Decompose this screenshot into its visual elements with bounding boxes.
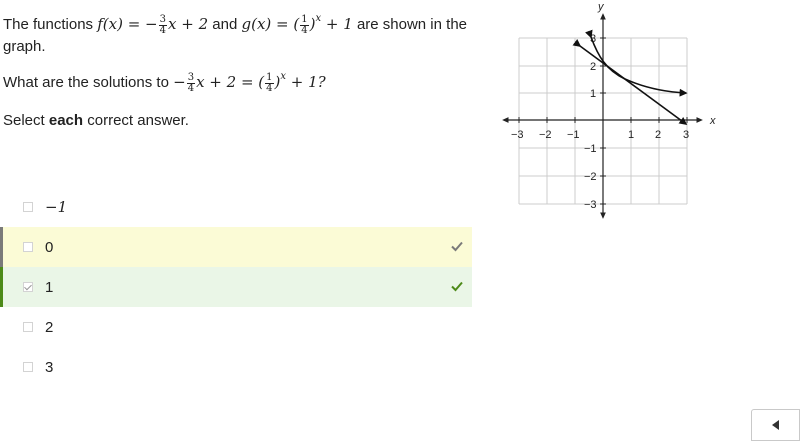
checkbox-checked[interactable] <box>23 282 33 292</box>
x-tick-label: −2 <box>539 129 552 141</box>
linear-function-curve <box>580 46 686 124</box>
answer-option-3[interactable] <box>0 347 472 387</box>
question-prompt: What are the solutions to − $\frac{3}{4}$ x + 2 = ( $\frac{1}{4}$ )$^x$ + 1? <box>3 71 326 94</box>
y-tick-label: −1 <box>584 143 597 155</box>
option-label: −1 <box>45 198 68 216</box>
y-tick-label: 1 <box>590 88 597 100</box>
back-button[interactable] <box>751 409 800 441</box>
x-tick-label: 3 <box>683 129 690 141</box>
question-text <box>3 8 473 132</box>
answer-options <box>0 187 472 387</box>
equation: − $\frac{3}{4}$ x + 2 = ( $\frac{1}{4}$ )$^x$ + 1? <box>173 71 326 94</box>
g-function: g(x) = ( $\frac{1}{4}$ )$^x$ + 1 <box>241 13 353 36</box>
checkbox[interactable] <box>23 242 33 252</box>
function-graph <box>496 0 726 225</box>
y-axis-label: y <box>598 1 604 13</box>
question-intro <box>3 8 473 58</box>
y-tick-label: 2 <box>590 61 597 73</box>
x-tick-label: −1 <box>567 129 580 141</box>
y-tick-label: −3 <box>584 199 597 211</box>
checkbox[interactable] <box>23 202 33 212</box>
x-tick-label: 1 <box>628 129 635 141</box>
x-axis-label: x <box>710 115 716 127</box>
answer-option-0[interactable] <box>0 227 472 267</box>
option-label: 0 <box>45 238 54 256</box>
x-tick-label: 2 <box>655 129 662 141</box>
answer-option-1[interactable] <box>0 267 472 307</box>
intro-text: The functions <box>3 16 94 33</box>
answer-option-2[interactable] <box>0 307 472 347</box>
option-label: 1 <box>45 278 54 296</box>
option-label: 2 <box>45 318 54 336</box>
y-tick-label: −2 <box>584 171 597 183</box>
x-tick-label: −3 <box>511 129 524 141</box>
check-icon <box>450 279 464 293</box>
check-icon <box>450 239 464 253</box>
checkbox[interactable] <box>23 362 33 372</box>
exponential-function-curve <box>591 37 686 93</box>
and-text: and <box>212 16 238 33</box>
select-instruction: Select each correct answer. <box>3 112 189 129</box>
y-tick-label: 3 <box>590 33 597 45</box>
f-function: f(x) = − $\frac{3}{4}$ x + 2 <box>97 13 209 36</box>
outro-text: are shown in the graph. <box>3 16 468 55</box>
checkbox[interactable] <box>23 322 33 332</box>
option-label: 3 <box>45 358 54 376</box>
left-triangle-icon <box>772 420 779 430</box>
answer-option-neg1[interactable] <box>0 187 472 227</box>
